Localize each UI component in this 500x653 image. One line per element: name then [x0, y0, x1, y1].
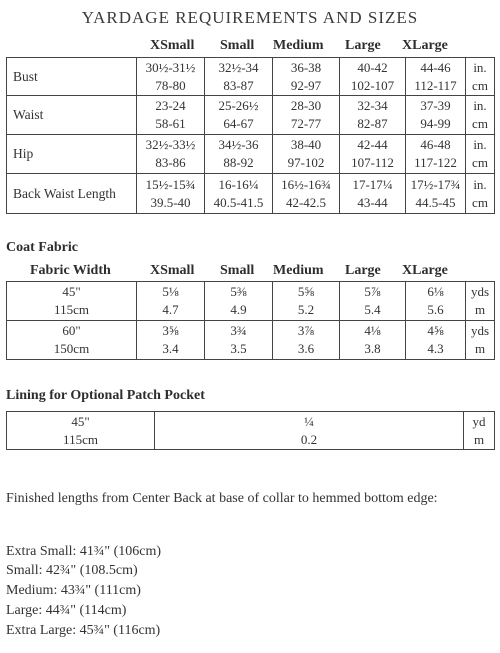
table-cell: 34½-36 88-92 — [205, 135, 273, 174]
unit-cell: in. cm — [466, 96, 495, 135]
measurements-table — [6, 57, 495, 214]
table-cell: 15½-15¾ 39.5-40 — [137, 174, 205, 214]
table-row — [7, 321, 495, 360]
unit-cell: yds m — [466, 321, 495, 360]
table-cell: 32½-33½ 83-86 — [137, 135, 205, 174]
coat-size-header-xsmall: XSmall — [150, 263, 195, 278]
table-cell: 3¾ 3.5 — [205, 321, 273, 360]
table-row — [7, 58, 495, 96]
table-cell: ¼ 0.2 — [155, 412, 464, 450]
table-cell: 44-46 112-117 — [406, 58, 466, 96]
table-cell: 37-39 94-99 — [406, 96, 466, 135]
size-header-medium: Medium — [273, 38, 324, 53]
row-label: Waist — [7, 96, 137, 135]
table-row — [7, 412, 495, 450]
table-cell: 17-17¼ 43-44 — [340, 174, 406, 214]
lining-heading: Lining for Optional Patch Pocket — [6, 388, 205, 403]
table-cell: 4⅛ 3.8 — [340, 321, 406, 360]
finished-length-item: Small: 42¾" (108.5cm) — [6, 563, 138, 578]
table-cell: 46-48 117-122 — [406, 135, 466, 174]
table-cell: 25-26½ 64-67 — [205, 96, 273, 135]
finished-length-item: Extra Large: 45¾" (116cm) — [6, 623, 161, 638]
finished-lengths-intro: Finished lengths from Center Back at base of collar to hemmed bottom edge: — [6, 491, 438, 506]
coat-fabric-table — [6, 281, 495, 360]
table-cell: 36-38 92-97 — [273, 58, 340, 96]
size-header-small: Small — [220, 38, 255, 53]
fabric-width-cell: 45" 115cm — [7, 282, 137, 321]
table-cell: 4⅝ 4.3 — [406, 321, 466, 360]
table-cell: 32-34 82-87 — [340, 96, 406, 135]
row-label: Hip — [7, 135, 137, 174]
unit-cell: in. cm — [466, 174, 495, 214]
table-cell: 38-40 97-102 — [273, 135, 340, 174]
coat-size-header-small: Small — [220, 263, 255, 278]
lining-table — [6, 411, 495, 450]
size-header-xlarge: XLarge — [402, 38, 448, 53]
table-cell: 5⅜ 4.9 — [205, 282, 273, 321]
coat-size-header-large: Large — [345, 263, 381, 278]
fabric-width-cell: 60" 150cm — [7, 321, 137, 360]
size-header-large: Large — [345, 38, 381, 53]
table-cell: 32½-34 83-87 — [205, 58, 273, 96]
table-cell: 16-16¼ 40.5-41.5 — [205, 174, 273, 214]
table-row — [7, 174, 495, 214]
coat-size-header-medium: Medium — [273, 263, 324, 278]
page-title: YARDAGE REQUIREMENTS AND SIZES — [81, 8, 419, 27]
table-row — [7, 282, 495, 321]
table-cell: 5⅞ 5.4 — [340, 282, 406, 321]
table-cell: 16½-16¾ 42-42.5 — [273, 174, 340, 214]
table-cell: 23-24 58-61 — [137, 96, 205, 135]
row-label: Back Waist Length — [7, 174, 137, 214]
table-cell: 17½-17¾ 44.5-45 — [406, 174, 466, 214]
fabric-width-cell: 45" 115cm — [7, 412, 155, 450]
unit-cell: yd m — [464, 412, 495, 450]
finished-length-item: Medium: 43¾" (111cm) — [6, 583, 141, 598]
table-cell: 3⅝ 3.4 — [137, 321, 205, 360]
table-cell: 28-30 72-77 — [273, 96, 340, 135]
unit-cell: yds m — [466, 282, 495, 321]
table-row — [7, 135, 495, 174]
coat-fabric-heading: Coat Fabric — [6, 240, 78, 255]
coat-size-header-xlarge: XLarge — [402, 263, 448, 278]
size-header-xsmall: XSmall — [150, 38, 195, 53]
table-cell: 30½-31½ 78-80 — [137, 58, 205, 96]
table-cell: 40-42 102-107 — [340, 58, 406, 96]
unit-cell: in. cm — [466, 135, 495, 174]
row-label: Bust — [7, 58, 137, 96]
table-cell: 5⅛ 4.7 — [137, 282, 205, 321]
table-cell: 3⅞ 3.6 — [273, 321, 340, 360]
table-cell: 6⅛ 5.6 — [406, 282, 466, 321]
finished-length-item: Extra Small: 41¾" (106cm) — [6, 544, 162, 559]
table-row — [7, 96, 495, 135]
table-cell: 5⅝ 5.2 — [273, 282, 340, 321]
unit-cell: in. cm — [466, 58, 495, 96]
finished-length-item: Large: 44¾" (114cm) — [6, 603, 127, 618]
fabric-width-header: Fabric Width — [30, 263, 111, 278]
table-cell: 42-44 107-112 — [340, 135, 406, 174]
